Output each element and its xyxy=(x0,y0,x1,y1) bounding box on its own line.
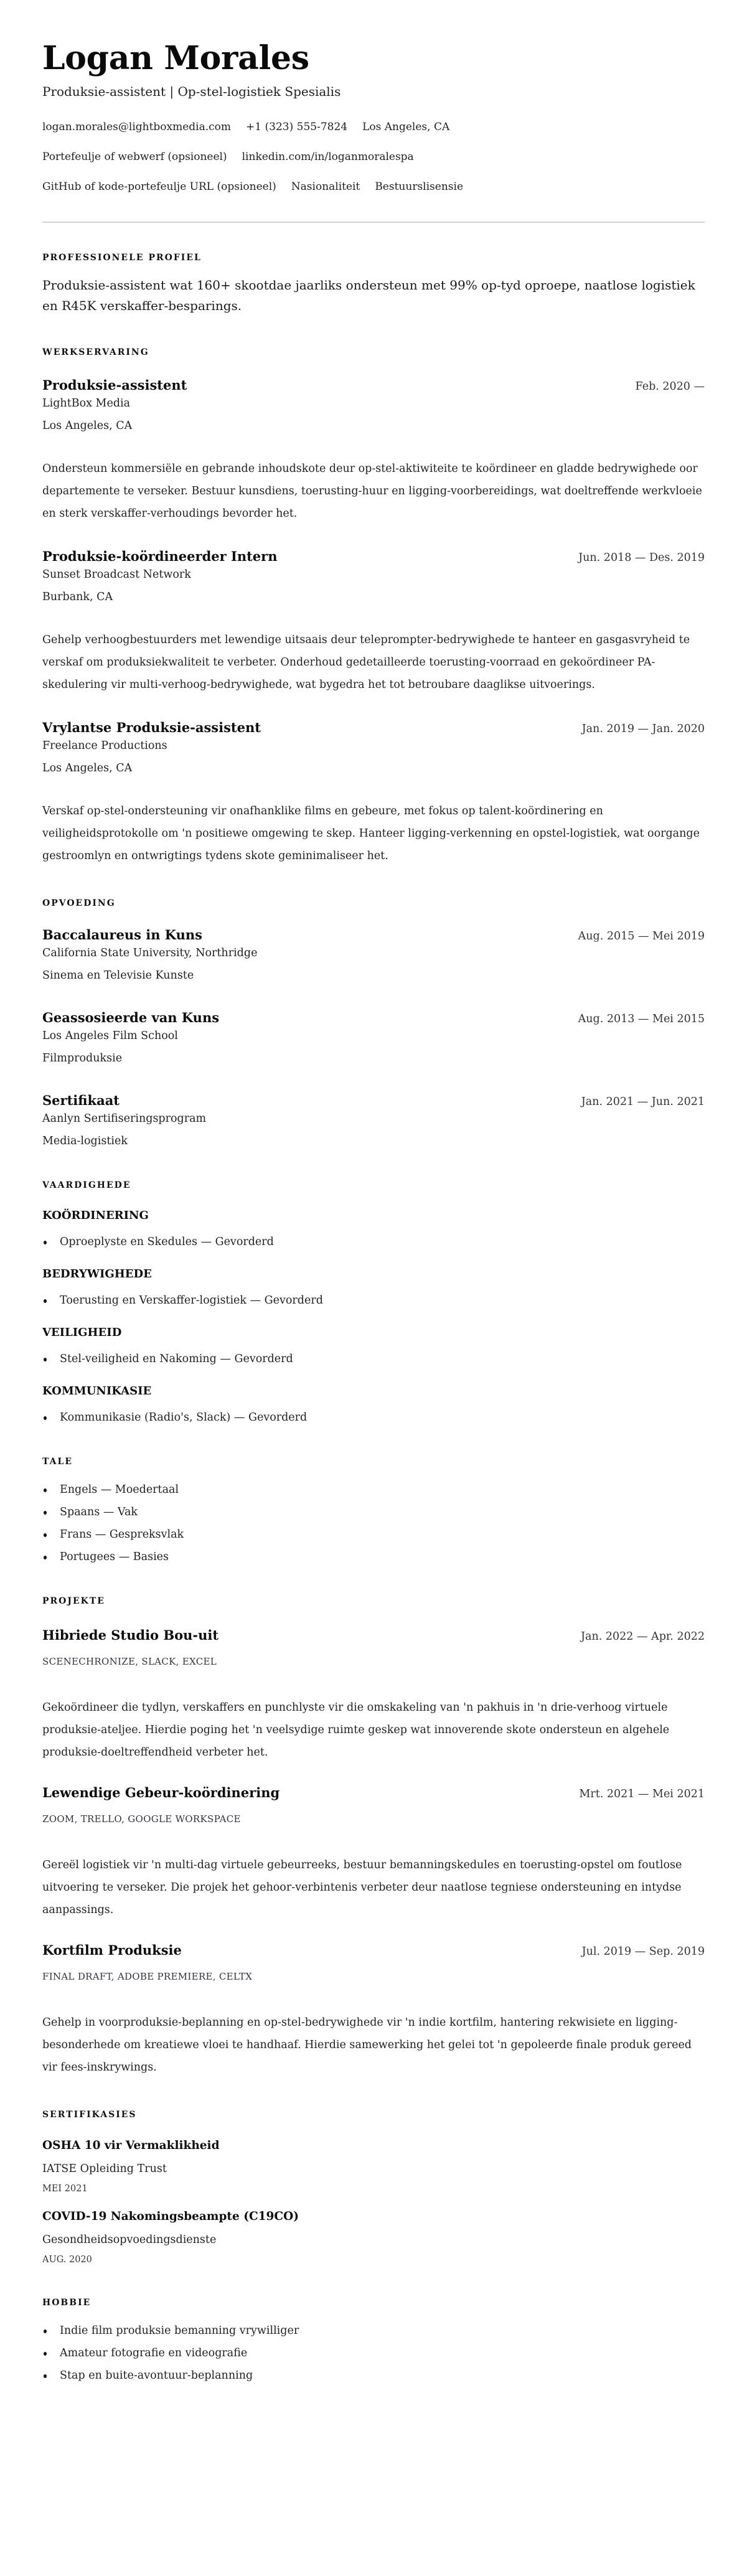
degree-title: Baccalaureus in Kuns xyxy=(42,927,202,942)
field-of-study: Media-logistiek xyxy=(42,1135,128,1147)
education-entry xyxy=(42,1008,705,1066)
projects-section xyxy=(42,1595,705,2079)
hobby-item: Amateur fotografie en videografie xyxy=(42,2345,705,2361)
language-item: Engels — Moedertaal xyxy=(42,1482,705,1498)
work-entry xyxy=(42,376,705,525)
work-experience-section xyxy=(42,346,705,867)
section-title: SERTIFIKASIES xyxy=(42,2110,137,2120)
section-title: TALE xyxy=(42,1457,73,1467)
job-dates: Jun. 2018 — Des. 2019 xyxy=(578,552,705,564)
school-name: Aanlyn Sertifiseringsprogram xyxy=(42,1112,207,1125)
work-entry xyxy=(42,718,705,867)
project-entry xyxy=(42,1626,705,1764)
skill-item: Kommunikasie (Radio's, Slack) — Gevorderd xyxy=(42,1409,705,1426)
education-dates: Jan. 2021 — Jun. 2021 xyxy=(581,1096,705,1108)
language-item: Frans — Gespreksvlak xyxy=(42,1526,705,1543)
skill-list xyxy=(42,1409,705,1426)
project-dates: Jan. 2022 — Apr. 2022 xyxy=(581,1630,705,1643)
profile-summary: Produksie-assistent wat 160+ skootdae jaarliks ondersteun met 99% op-tyd oproepe, naatlose logistiek en R45K verskaffer-besparings. xyxy=(42,278,695,313)
header-divider xyxy=(42,222,705,223)
contact-phone[interactable]: +1 (323) 555-7824 xyxy=(246,121,348,133)
degree-title: Sertifikaat xyxy=(42,1093,120,1108)
contact-drivers-license: Bestuurslisensie xyxy=(375,181,463,193)
skill-item: Oproeplyste en Skedules — Gevorderd xyxy=(42,1234,705,1250)
contact-info xyxy=(42,120,705,194)
language-list xyxy=(42,1482,705,1565)
project-tech-stack: SCENECHRONIZE, SLACK, EXCEL xyxy=(42,1656,217,1667)
certification-entry xyxy=(42,2137,705,2196)
job-description: Gehelp verhoogbestuurders met lewendige uitsaais deur teleprompter-bedrywighede te hanteer en gasgasvryheid te verskaf om produksiekwaliteit te verbeter. Onderhoud gedetailleerde toerusting-voorraad en gekoördineer PA-skedulering vir multi-verhoog-bedrywighede, wat bygedra het tot betroubare daaglikse uitvoerings. xyxy=(42,634,690,691)
contact-email[interactable]: logan.morales@lightboxmedia.com xyxy=(42,121,232,133)
hobby-item: Indie film produksie bemanning vrywilliger xyxy=(42,2323,705,2339)
project-entry xyxy=(42,1784,705,1921)
skill-group xyxy=(42,1325,705,1367)
project-title: Kortfilm Produksie xyxy=(42,1942,182,1958)
project-title: Hibriede Studio Bou-uit xyxy=(42,1627,219,1643)
skill-list xyxy=(42,1234,705,1250)
job-title: Vrylantse Produksie-assistent xyxy=(42,720,261,735)
certification-issuer: IATSE Opleiding Trust xyxy=(42,2163,167,2175)
company-name: Freelance Productions xyxy=(42,740,167,752)
candidate-name: Logan Morales xyxy=(42,39,309,77)
project-dates: Mrt. 2021 — Mei 2021 xyxy=(579,1788,705,1800)
school-name: Los Angeles Film School xyxy=(42,1030,178,1042)
profile-section xyxy=(42,251,705,316)
contact-line xyxy=(42,179,705,194)
education-dates: Aug. 2013 — Mei 2015 xyxy=(578,1013,705,1025)
company-name: LightBox Media xyxy=(42,397,131,410)
skill-group-title: BEDRYWIGHEDE xyxy=(42,1267,152,1281)
school-name: California State University, Northridge xyxy=(42,947,258,959)
contact-github[interactable]: GitHub of kode-portefeulje URL (opsioneel) xyxy=(42,181,276,193)
language-item: Spaans — Vak xyxy=(42,1504,705,1520)
project-dates: Jul. 2019 — Sep. 2019 xyxy=(581,1945,705,1958)
languages-section xyxy=(42,1455,705,1565)
skill-item: Toerusting en Verskaffer-logistiek — Gevorderd xyxy=(42,1292,705,1309)
education-entry xyxy=(42,926,705,984)
section-title: WERKSERVARING xyxy=(42,347,149,357)
company-name: Sunset Broadcast Network xyxy=(42,568,191,581)
education-entry xyxy=(42,1091,705,1149)
section-title: OPVOEDING xyxy=(42,898,116,908)
hobby-list xyxy=(42,2323,705,2384)
job-description: Ondersteun kommersiële en gebrande inhoudskote deur op-stel-aktiwiteite te koördineer en gladde bedrywighede oor departemente te verseker. Bestuur kunsdiens, toerusting-huur en ligging-voorbereidings, wat doeltreffende werkvloeie en sterk verskaffer-verhoudings bevorder het. xyxy=(42,463,702,520)
language-item: Portugees — Basies xyxy=(42,1549,705,1565)
certification-title: OSHA 10 vir Vermaklikheid xyxy=(42,2139,220,2152)
project-tech-stack: FINAL DRAFT, ADOBE PREMIERE, CELTX xyxy=(42,1971,253,1982)
skills-section xyxy=(42,1179,705,1426)
contact-location: Los Angeles, CA xyxy=(362,121,450,133)
section-title: PROFESSIONELE PROFIEL xyxy=(42,253,202,263)
job-title: Produksie-assistent xyxy=(42,377,187,393)
project-description: Gekoördineer die tydlyn, verskaffers en punchlyste vir die omskakeling van 'n pakhuis in 'n drie-verhoog virtuele produksie-ateljee. Hierdie poging het 'n veelsydige ruimte geskep wat innoverende skote ondersteun en algehele produksie-doeltreffendheid verbeter het. xyxy=(42,1701,670,1759)
certifications-section xyxy=(42,2108,705,2267)
skill-list xyxy=(42,1351,705,1367)
project-tech-stack: ZOOM, TRELLO, GOOGLE WORKSPACE xyxy=(42,1813,241,1825)
hobbies-section xyxy=(42,2296,705,2384)
job-dates: Jan. 2019 — Jan. 2020 xyxy=(581,723,705,735)
skill-item: Stel-veiligheid en Nakoming — Gevorderd xyxy=(42,1351,705,1367)
degree-title: Geassosieerde van Kuns xyxy=(42,1010,220,1025)
field-of-study: Filmproduksie xyxy=(42,1052,123,1065)
skill-group-title: VEILIGHEID xyxy=(42,1326,122,1339)
project-description: Gehelp in voorproduksie-beplanning en op-stel-bedrywighede vir 'n indie kortfilm, hantering rekwisiete en ligging-besonderhede om kreatiewe vloei te handhaaf. Hierdie samewerking het gelei tot 'n gepoleerde finale produk gereed vir fees-inskrywings. xyxy=(42,2016,692,2074)
skill-list xyxy=(42,1292,705,1309)
certification-entry xyxy=(42,2208,705,2267)
candidate-headline: Produksie-assistent | Op-stel-logistiek Spesialis xyxy=(42,84,341,99)
skill-group-title: KOÖRDINERING xyxy=(42,1209,149,1222)
hobby-item: Stap en buite-avontuur-beplanning xyxy=(42,2367,705,2384)
section-title: HOBBIE xyxy=(42,2298,92,2308)
contact-nationality: Nasionaliteit xyxy=(291,181,360,193)
job-title: Produksie-koördineerder Intern xyxy=(42,548,278,564)
section-title: VAARDIGHEDE xyxy=(42,1180,131,1190)
project-title: Lewendige Gebeur-koördinering xyxy=(42,1785,280,1800)
certification-title: COVID-19 Nakomingsbeampte (C19CO) xyxy=(42,2210,299,2223)
section-title: PROJEKTE xyxy=(42,1596,105,1606)
contact-linkedin[interactable]: linkedin.com/in/loganmoralespa xyxy=(242,151,414,163)
certification-date: MEI 2021 xyxy=(42,2184,88,2194)
skill-group xyxy=(42,1383,705,1426)
job-location: Los Angeles, CA xyxy=(42,762,133,774)
certification-issuer: Gesondheidsopvoedingsdienste xyxy=(42,2234,217,2246)
education-dates: Aug. 2015 — Mei 2019 xyxy=(578,930,705,942)
job-description: Verskaf op-stel-ondersteuning vir onafhanklike films en gebeure, met fokus op talent-koördinering en veiligheidsprotokolle om 'n positiewe omgewing te skep. Hanteer ligging-verkenning en opstel-logistiek, wat oorgange gestroomlyn en ontwrigtings tydens skote geminimaliseer het. xyxy=(42,805,700,862)
job-location: Los Angeles, CA xyxy=(42,420,133,432)
skill-group-title: KOMMUNIKASIE xyxy=(42,1384,152,1398)
field-of-study: Sinema en Televisie Kunste xyxy=(42,969,194,982)
skill-group xyxy=(42,1208,705,1250)
skill-group xyxy=(42,1266,705,1309)
work-entry xyxy=(42,547,705,696)
contact-portfolio[interactable]: Portefeulje of webwerf (opsioneel) xyxy=(42,151,227,163)
project-entry xyxy=(42,1941,705,2079)
certification-date: AUG. 2020 xyxy=(42,2255,92,2265)
contact-line xyxy=(42,120,705,134)
resume-header xyxy=(42,36,705,223)
job-location: Burbank, CA xyxy=(42,591,113,603)
education-section xyxy=(42,897,705,1149)
contact-line xyxy=(42,149,705,164)
project-description: Gereël logistiek vir 'n multi-dag virtuele gebeurreeks, bestuur bemanningskedules en toerusting-opstel om foutlose uitvoering te verseker. Die projek het gehoor-verbintenis verbeter deur naatlose tegniese ondersteuning en intydse aanpassings. xyxy=(42,1859,682,1916)
job-dates: Feb. 2020 — xyxy=(635,380,705,393)
